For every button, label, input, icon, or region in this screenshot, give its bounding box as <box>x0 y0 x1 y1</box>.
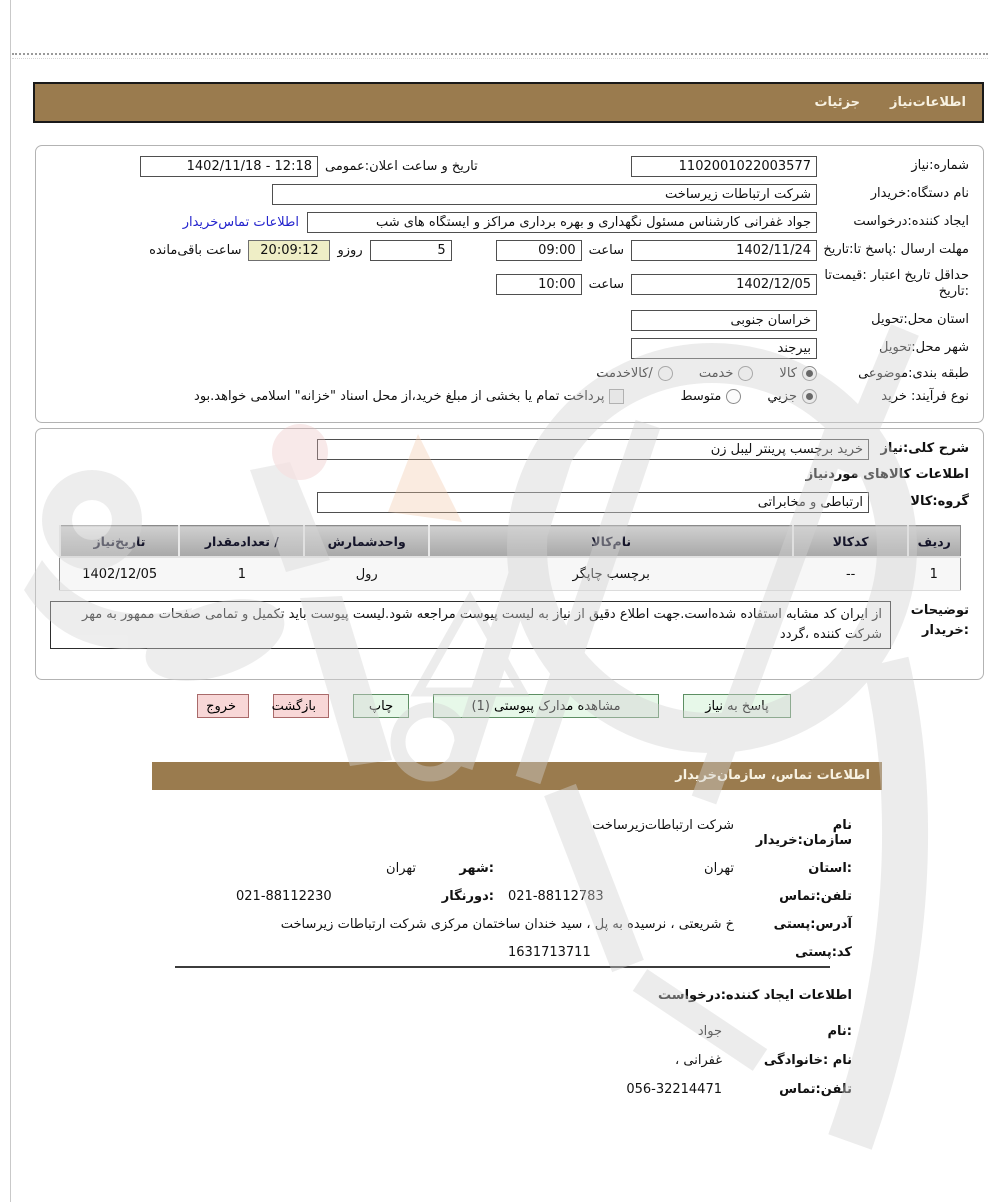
buyer-notes-row <box>50 601 969 649</box>
announce-datetime-field[interactable] <box>140 156 318 177</box>
top-tab-bar <box>33 82 984 123</box>
buyer-notes-text: از ایران کد مشابه استفاده شده‌است.جهت اطلاع دقیق از نیاز به لیست پیوست مراجعه شود.لیست پیوست باید تکمیل و تمامی صفحات ممهور به مهر شرکت کننده ،گردد <box>50 601 891 649</box>
goods-table <box>59 525 961 591</box>
announce-label: تاریخ و ساعت اعلان:عمومی <box>325 159 478 174</box>
validity-hour-label: ساعت <box>588 276 624 292</box>
org-province-label: :استان <box>808 861 852 876</box>
days-count-field[interactable] <box>370 240 452 261</box>
need-summary-section <box>35 145 984 423</box>
org-phone-label: تلفن:تماس <box>779 889 852 904</box>
radio-minor[interactable] <box>802 389 817 404</box>
radio-service-label: خدمت <box>698 366 734 382</box>
org-city-label: :شهر <box>459 861 494 876</box>
org-postal-value: 1631713711 <box>508 945 591 960</box>
reply-deadline-time-field[interactable] <box>496 240 582 261</box>
creator-info-block <box>532 1024 852 1111</box>
need-description-field[interactable] <box>317 439 869 460</box>
org-phone-fax-row <box>152 889 882 904</box>
cell-item-code: -- <box>793 557 908 591</box>
remaining-time-box: 20:09:12 <box>248 240 330 261</box>
delivery-province-row <box>50 310 969 331</box>
classification-label: طبقه بندی:موضوعی <box>858 365 969 381</box>
reply-deadline-date-field[interactable] <box>631 240 817 261</box>
cell-unit: رول <box>304 557 429 591</box>
print-button[interactable]: چاپ <box>353 694 409 718</box>
section-divider <box>175 966 830 968</box>
goods-info-heading: اطلاعات کالاهای موردنیاز <box>805 467 969 482</box>
top-dotted-separator <box>12 53 988 59</box>
col-item-name: نام‌کالا <box>429 526 793 558</box>
tab-need-info[interactable]: اطلاعات‌نیاز <box>890 95 966 110</box>
creator-name-label: :نام <box>827 1024 852 1039</box>
view-attachments-button[interactable]: مشاهده مدارک پیوستی (1) <box>433 694 659 718</box>
creator-family-label: نام :خانوادگی <box>763 1053 852 1068</box>
page-left-border <box>10 0 11 1202</box>
exit-button[interactable]: خروج <box>197 694 249 718</box>
buyer-org-row <box>50 184 969 205</box>
delivery-city-field[interactable] <box>631 338 817 359</box>
goods-group-row <box>50 492 969 513</box>
reply-deadline-row <box>50 240 969 261</box>
treasury-checkbox-label: پرداخت تمام یا بخشی از مبلغ خرید،از محل اسناد "خزانه" اسلامی خواهد.بود <box>194 389 605 405</box>
delivery-province-label: استان محل:تحویل <box>871 311 969 327</box>
org-city-value: تهران <box>386 861 416 876</box>
radio-goods-service[interactable] <box>658 366 673 381</box>
radio-minor-label: جزیي <box>767 389 797 405</box>
goods-group-field[interactable] <box>317 492 869 513</box>
org-name-label: نام سازمان:خریدار <box>755 818 852 848</box>
org-address-row <box>152 917 882 932</box>
back-button[interactable]: بازگشت <box>273 694 329 718</box>
price-validity-row <box>50 268 969 301</box>
buyer-contact-link[interactable]: اطلاعات تماس‌خریدار <box>182 215 299 230</box>
org-province-city-row <box>152 861 882 876</box>
reply-to-need-button[interactable]: پاسخ به نیاز <box>683 694 791 718</box>
action-buttons-row <box>200 694 788 718</box>
col-row-number: ردیف <box>908 526 960 558</box>
tab-details[interactable]: جزئیات <box>814 95 861 110</box>
request-creator-label: ایجاد کننده:درخواست <box>853 214 969 230</box>
creator-family-row <box>532 1053 852 1068</box>
org-contact-block <box>152 818 882 973</box>
need-description-row <box>50 439 969 460</box>
org-contact-header: اطلاعات تماس، سازمان‌خریدار <box>152 762 882 790</box>
remaining-time-label: ساعت باقی‌مانده <box>149 243 242 258</box>
delivery-city-label: شهر محل:تحویل <box>879 339 969 355</box>
org-fax-label: :دورنگار <box>441 889 494 904</box>
treasury-checkbox[interactable] <box>609 389 624 404</box>
org-name-row <box>152 818 882 848</box>
radio-goods-label: کالا <box>779 366 797 382</box>
org-postal-label: کد:پستی <box>795 945 852 960</box>
col-item-code: کدکالا <box>793 526 908 558</box>
days-label: روزو <box>337 243 363 258</box>
org-phone-value: 021-88112783 <box>508 889 604 904</box>
org-province-value: تهران <box>704 861 734 876</box>
need-number-field[interactable] <box>631 156 817 177</box>
cell-quantity: 1 <box>179 557 304 591</box>
price-validity-label: حداقل تاریخ اعتبار :قیمت‌تا :تاریخ <box>824 268 969 300</box>
need-number-label: شماره:نیاز <box>911 158 969 174</box>
goods-group-label: گروه:کالا <box>910 494 969 510</box>
process-type-row <box>50 389 969 405</box>
creator-phone-value: 056-32214471 <box>626 1082 722 1097</box>
deadline-hour-label: ساعت <box>588 243 624 258</box>
request-creator-field[interactable] <box>307 212 817 233</box>
org-name-value: شرکت ارتباطات‌زیرساخت <box>592 818 734 833</box>
reply-deadline-label: مهلت ارسال :پاسخ تا:تاریخ <box>823 242 969 258</box>
org-address-label: آدرس:پستی <box>773 917 852 932</box>
price-validity-time-field[interactable] <box>496 274 582 295</box>
org-postal-row <box>152 945 882 960</box>
radio-goods[interactable] <box>802 366 817 381</box>
creator-phone-row <box>532 1082 852 1097</box>
col-quantity: / تعدادمقدار <box>179 526 304 558</box>
buyer-org-label: نام دستگاه:خریدار <box>870 186 969 202</box>
creator-info-heading: اطلاعات ایجاد کننده:درخواست <box>658 988 852 1003</box>
delivery-city-row <box>50 338 969 359</box>
col-unit: واحدشمارش <box>304 526 429 558</box>
cell-row-number: 1 <box>908 557 960 591</box>
radio-medium-label: متوسط <box>680 389 722 405</box>
classification-row <box>50 366 969 382</box>
delivery-province-field[interactable] <box>631 310 817 331</box>
price-validity-date-field[interactable] <box>631 274 817 295</box>
creator-family-value: غفرانی ، <box>675 1053 722 1068</box>
process-type-label: نوع فرآیند: خرید <box>881 388 969 404</box>
goods-info-heading-row <box>50 467 969 482</box>
goods-table-header-row <box>60 526 961 558</box>
org-fax-value: 021-88112230 <box>236 889 332 904</box>
need-description-label: شرح کلی:نیاز <box>880 441 969 457</box>
cell-item-name: برچسب چاپگر <box>429 557 793 591</box>
buyer-org-field[interactable] <box>272 184 817 205</box>
need-detail-section <box>35 428 984 680</box>
creator-name-value: جواد <box>697 1024 722 1039</box>
creator-name-row <box>532 1024 852 1039</box>
request-creator-row <box>50 212 969 233</box>
radio-goods-service-label: /کالاخدمت <box>596 366 653 382</box>
org-address-value: خ شریعتی ، نرسیده به پل ، سید خندان ساختمان مرکزی شرکت ارتباطات زیرساخت <box>280 917 734 932</box>
need-number-row <box>50 156 969 177</box>
creator-phone-label: تلفن:تماس <box>779 1082 852 1097</box>
col-need-date: تاریخ‌نیاز <box>60 526 180 558</box>
radio-service[interactable] <box>738 366 753 381</box>
buyer-notes-label: توضیحات :خریدار <box>910 603 969 638</box>
cell-need-date: 1402/12/05 <box>60 557 180 591</box>
radio-medium[interactable] <box>726 389 741 404</box>
goods-table-row <box>60 557 961 591</box>
